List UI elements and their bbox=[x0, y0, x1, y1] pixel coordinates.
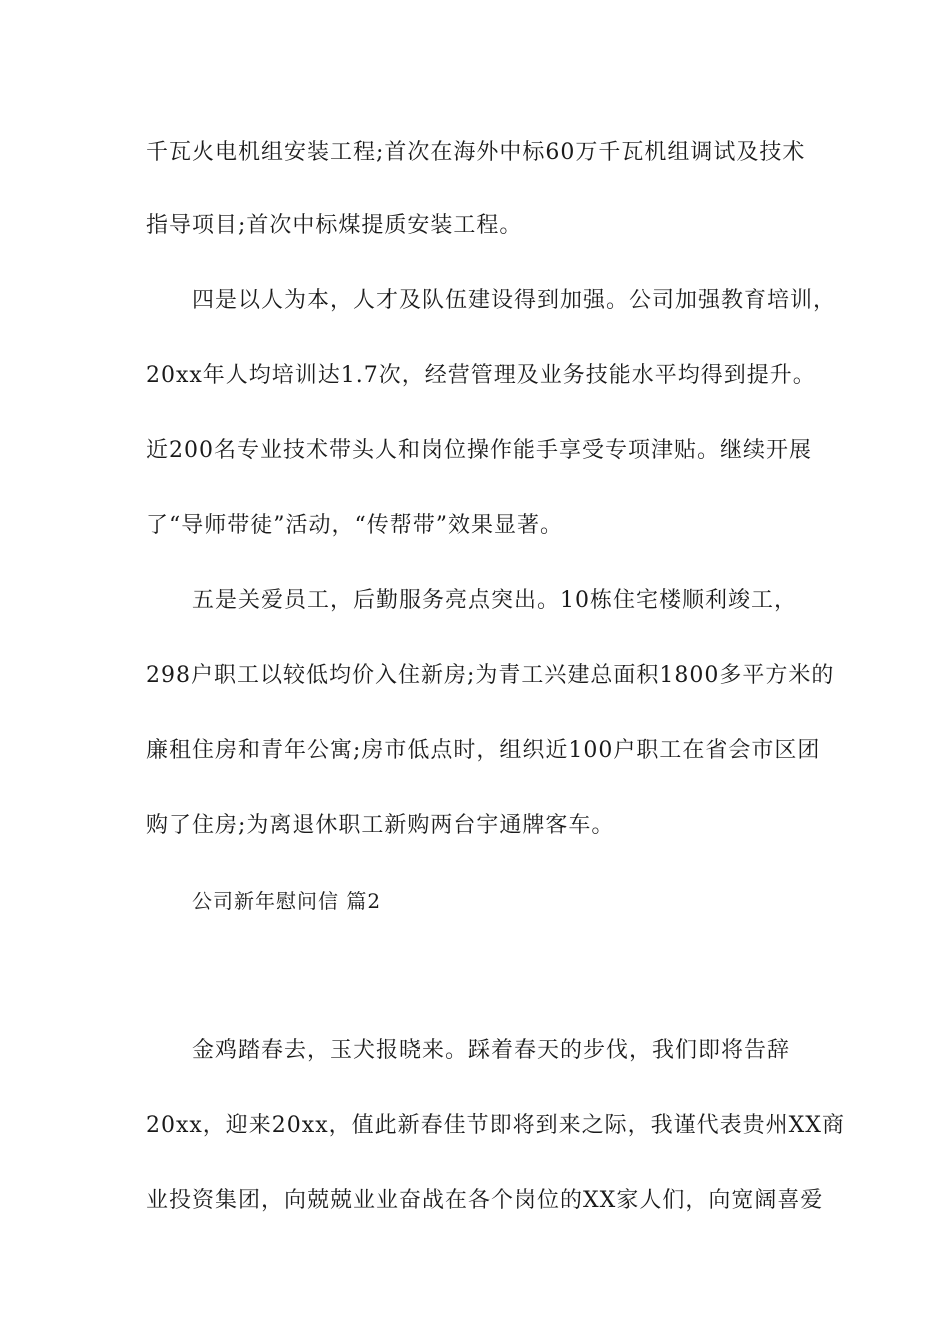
paragraph-line-12: 20xx，迎来20xx，值此新春佳节即将到来之际，我谨代表贵州XX商 bbox=[146, 1113, 845, 1138]
paragraph-line-6: 了“导师带徒”活动，“传帮带”效果显著。 bbox=[146, 513, 563, 538]
paragraph-line-8: 298户职工以较低均价入住新房;为青工兴建总面积1800多平方米的 bbox=[146, 663, 835, 688]
paragraph-line-1: 千瓦火电机组安装工程;首次在海外中标60万千瓦机组调试及技术 bbox=[146, 140, 806, 165]
paragraph-line-13: 业投资集团，向兢兢业业奋战在各个岗位的XX家人们，向宽阔喜爱 bbox=[146, 1188, 824, 1213]
section-heading: 公司新年慰问信 篇2 bbox=[192, 889, 382, 913]
paragraph-line-4: 20xx年人均培训达1.7次，经营管理及业务技能水平均得到提升。 bbox=[146, 363, 816, 388]
paragraph-line-7: 五是关爱员工，后勤服务亮点突出。10栋住宅楼顺利竣工， bbox=[192, 588, 797, 613]
paragraph-line-9: 廉租住房和青年公寓;房市低点时，组织近100户职工在省会市区团 bbox=[146, 738, 821, 763]
paragraph-line-5: 近200名专业技术带头人和岗位操作能手享受专项津贴。继续开展 bbox=[146, 438, 812, 463]
paragraph-line-3: 四是以人为本，人才及队伍建设得到加强。公司加强教育培训， bbox=[192, 288, 837, 313]
paragraph-line-10: 购了住房;为离退休职工新购两台宇通牌客车。 bbox=[146, 813, 615, 838]
paragraph-line-2: 指导项目;首次中标煤提质安装工程。 bbox=[146, 213, 523, 238]
paragraph-line-11: 金鸡踏春去，玉犬报晓来。踩着春天的步伐，我们即将告辞 bbox=[192, 1038, 791, 1063]
